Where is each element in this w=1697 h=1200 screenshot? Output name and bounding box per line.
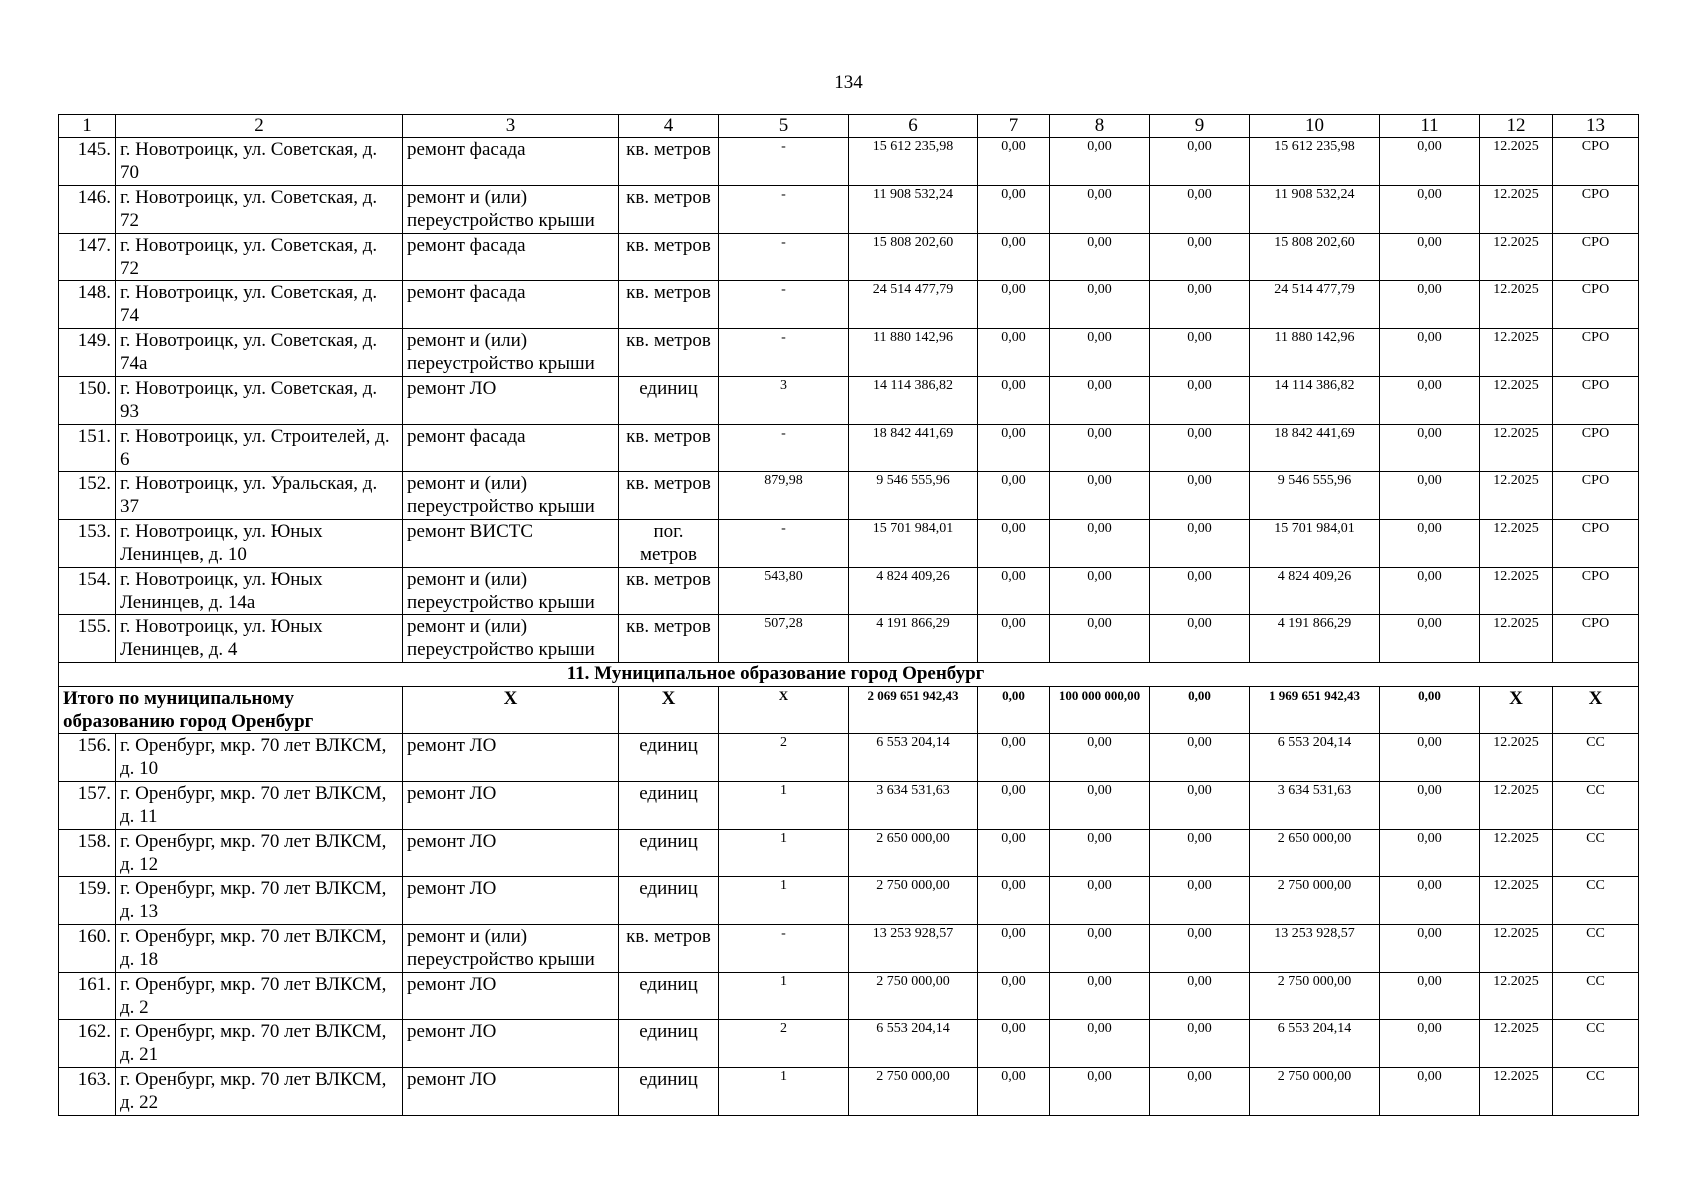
unit-cell: кв. метров: [619, 472, 719, 520]
column-number: 7: [978, 115, 1050, 138]
method-cell: СРО: [1553, 519, 1639, 567]
other-funds-cell: 0,00: [1380, 567, 1480, 615]
address-cell: г. Новотроицк, ул. Советская, д. 93: [116, 376, 403, 424]
local-budget-cell: 0,00: [1150, 925, 1250, 973]
regional-budget-cell: 0,00: [1050, 1068, 1150, 1116]
unit-cell: кв. метров: [619, 567, 719, 615]
method-cell: СС: [1553, 1068, 1639, 1116]
owners-funds-cell: 15 701 984,01: [1250, 519, 1380, 567]
total-cost-cell: 18 842 441,69: [849, 424, 978, 472]
row-number-cell: 149.: [59, 329, 116, 377]
other-funds-cell: 0,00: [1380, 877, 1480, 925]
row-number-cell: 156.: [59, 734, 116, 782]
other-funds-cell: 0,00: [1380, 615, 1480, 663]
fund-cell: 0,00: [978, 233, 1050, 281]
row-number-cell: 154.: [59, 567, 116, 615]
regional-budget-cell: 0,00: [1050, 829, 1150, 877]
local-budget-cell: 0,00: [1150, 376, 1250, 424]
deadline-cell: 12.2025: [1480, 186, 1553, 234]
work-type-cell: ремонт ЛО: [403, 781, 619, 829]
regional-budget-cell: 0,00: [1050, 567, 1150, 615]
capital-repair-table: [58, 114, 1639, 1116]
deadline-cell: 12.2025: [1480, 472, 1553, 520]
total-cost-cell: 4 824 409,26: [849, 567, 978, 615]
regional-budget-cell: 0,00: [1050, 734, 1150, 782]
method-cell: СС: [1553, 734, 1639, 782]
work-type-cell: ремонт ЛО: [403, 877, 619, 925]
local-budget-cell: 0,00: [1150, 329, 1250, 377]
unit-cell: кв. метров: [619, 424, 719, 472]
other-funds-cell: 0,00: [1380, 1068, 1480, 1116]
unit-cell: кв. метров: [619, 186, 719, 234]
method-cell: СРО: [1553, 186, 1639, 234]
table-row: [59, 734, 1639, 782]
column-number: 13: [1553, 115, 1639, 138]
section-title: 11. Муниципальное образование город Оренбург: [59, 663, 1639, 686]
address-cell: г. Новотроицк, ул. Советская, д. 72: [116, 186, 403, 234]
local-budget-cell: 0,00: [1150, 281, 1250, 329]
column-number: 5: [719, 115, 849, 138]
deadline-cell: 12.2025: [1480, 567, 1553, 615]
local-budget-cell: 0,00: [1150, 829, 1250, 877]
fund-cell: 0,00: [978, 1068, 1050, 1116]
column-number: 4: [619, 115, 719, 138]
total-cell: 0,00: [1380, 686, 1480, 734]
other-funds-cell: 0,00: [1380, 329, 1480, 377]
quantity-cell: -: [719, 281, 849, 329]
regional-budget-cell: 0,00: [1050, 781, 1150, 829]
deadline-cell: 12.2025: [1480, 972, 1553, 1020]
owners-funds-cell: 9 546 555,96: [1250, 472, 1380, 520]
row-number-cell: 152.: [59, 472, 116, 520]
total-cost-cell: 4 191 866,29: [849, 615, 978, 663]
other-funds-cell: 0,00: [1380, 424, 1480, 472]
deadline-cell: 12.2025: [1480, 424, 1553, 472]
row-number-cell: 147.: [59, 233, 116, 281]
unit-cell: кв. метров: [619, 329, 719, 377]
address-cell: г. Оренбург, мкр. 70 лет ВЛКСМ, д. 12: [116, 829, 403, 877]
row-number-cell: 162.: [59, 1020, 116, 1068]
address-cell: г. Новотроицк, ул. Юных Ленинцев, д. 10: [116, 519, 403, 567]
address-cell: г. Новотроицк, ул. Советская, д. 74а: [116, 329, 403, 377]
quantity-cell: 3: [719, 376, 849, 424]
row-number-cell: 155.: [59, 615, 116, 663]
fund-cell: 0,00: [978, 877, 1050, 925]
unit-cell: кв. метров: [619, 138, 719, 186]
work-type-cell: ремонт и (или) переустройство крыши: [403, 567, 619, 615]
total-cost-cell: 15 612 235,98: [849, 138, 978, 186]
method-cell: СРО: [1553, 138, 1639, 186]
unit-cell: единиц: [619, 734, 719, 782]
regional-budget-cell: 0,00: [1050, 972, 1150, 1020]
other-funds-cell: 0,00: [1380, 734, 1480, 782]
page-number: 134: [834, 72, 863, 93]
row-number-cell: 161.: [59, 972, 116, 1020]
address-cell: г. Новотроицк, ул. Советская, д. 74: [116, 281, 403, 329]
local-budget-cell: 0,00: [1150, 1020, 1250, 1068]
table-row: [59, 829, 1639, 877]
method-cell: СС: [1553, 972, 1639, 1020]
quantity-cell: 1: [719, 829, 849, 877]
deadline-cell: 12.2025: [1480, 138, 1553, 186]
address-cell: г. Оренбург, мкр. 70 лет ВЛКСМ, д. 11: [116, 781, 403, 829]
regional-budget-cell: 0,00: [1050, 329, 1150, 377]
total-cost-cell: 2 750 000,00: [849, 877, 978, 925]
row-number-cell: 163.: [59, 1068, 116, 1116]
quantity-cell: 1: [719, 1068, 849, 1116]
column-number: 3: [403, 115, 619, 138]
table-row: [59, 472, 1639, 520]
column-number-header-row: [59, 115, 1639, 138]
local-budget-cell: 0,00: [1150, 233, 1250, 281]
quantity-cell: 2: [719, 1020, 849, 1068]
address-cell: г. Новотроицк, ул. Юных Ленинцев, д. 4: [116, 615, 403, 663]
total-cell: 1 969 651 942,43: [1250, 686, 1380, 734]
column-number: 2: [116, 115, 403, 138]
other-funds-cell: 0,00: [1380, 829, 1480, 877]
work-type-cell: ремонт ЛО: [403, 1020, 619, 1068]
table-row: [59, 781, 1639, 829]
owners-funds-cell: 6 553 204,14: [1250, 1020, 1380, 1068]
total-label: Итого по муниципальному образованию город Оренбург: [59, 686, 403, 734]
fund-cell: 0,00: [978, 972, 1050, 1020]
fund-cell: 0,00: [978, 781, 1050, 829]
novotroitsk-rows: [59, 138, 1639, 663]
other-funds-cell: 0,00: [1380, 519, 1480, 567]
other-funds-cell: 0,00: [1380, 925, 1480, 973]
deadline-cell: 12.2025: [1480, 781, 1553, 829]
work-type-cell: ремонт фасада: [403, 138, 619, 186]
deadline-cell: 12.2025: [1480, 734, 1553, 782]
deadline-cell: 12.2025: [1480, 233, 1553, 281]
fund-cell: 0,00: [978, 734, 1050, 782]
table-row: [59, 615, 1639, 663]
row-number-cell: 159.: [59, 877, 116, 925]
regional-budget-cell: 0,00: [1050, 615, 1150, 663]
fund-cell: 0,00: [978, 519, 1050, 567]
local-budget-cell: 0,00: [1150, 972, 1250, 1020]
owners-funds-cell: 6 553 204,14: [1250, 734, 1380, 782]
table-row: [59, 233, 1639, 281]
deadline-cell: 12.2025: [1480, 1068, 1553, 1116]
total-cost-cell: 6 553 204,14: [849, 1020, 978, 1068]
address-cell: г. Оренбург, мкр. 70 лет ВЛКСМ, д. 21: [116, 1020, 403, 1068]
table-row: [59, 138, 1639, 186]
total-cost-cell: 2 750 000,00: [849, 1068, 978, 1116]
work-type-cell: ремонт ЛО: [403, 1068, 619, 1116]
table-row: [59, 972, 1639, 1020]
deadline-cell: 12.2025: [1480, 615, 1553, 663]
other-funds-cell: 0,00: [1380, 972, 1480, 1020]
deadline-cell: 12.2025: [1480, 877, 1553, 925]
owners-funds-cell: 11 908 532,24: [1250, 186, 1380, 234]
quantity-cell: 879,98: [719, 472, 849, 520]
method-cell: СРО: [1553, 281, 1639, 329]
table-row: [59, 1020, 1639, 1068]
deadline-cell: 12.2025: [1480, 281, 1553, 329]
total-cost-cell: 3 634 531,63: [849, 781, 978, 829]
fund-cell: 0,00: [978, 424, 1050, 472]
work-type-cell: ремонт и (или) переустройство крыши: [403, 329, 619, 377]
work-type-cell: ремонт ЛО: [403, 972, 619, 1020]
total-cost-cell: 15 808 202,60: [849, 233, 978, 281]
local-budget-cell: 0,00: [1150, 781, 1250, 829]
other-funds-cell: 0,00: [1380, 138, 1480, 186]
deadline-cell: 12.2025: [1480, 329, 1553, 377]
total-cell: X: [1480, 686, 1553, 734]
method-cell: СРО: [1553, 424, 1639, 472]
table-row: [59, 186, 1639, 234]
owners-funds-cell: 4 824 409,26: [1250, 567, 1380, 615]
method-cell: СС: [1553, 781, 1639, 829]
other-funds-cell: 0,00: [1380, 281, 1480, 329]
address-cell: г. Оренбург, мкр. 70 лет ВЛКСМ, д. 13: [116, 877, 403, 925]
quantity-cell: 1: [719, 781, 849, 829]
row-number-cell: 158.: [59, 829, 116, 877]
table-row: [59, 424, 1639, 472]
total-cost-cell: 24 514 477,79: [849, 281, 978, 329]
method-cell: СРО: [1553, 472, 1639, 520]
method-cell: СРО: [1553, 376, 1639, 424]
row-number-cell: 145.: [59, 138, 116, 186]
row-number-cell: 151.: [59, 424, 116, 472]
total-cost-cell: 2 750 000,00: [849, 972, 978, 1020]
address-cell: г. Оренбург, мкр. 70 лет ВЛКСМ, д. 18: [116, 925, 403, 973]
address-cell: г. Оренбург, мкр. 70 лет ВЛКСМ, д. 10: [116, 734, 403, 782]
local-budget-cell: 0,00: [1150, 567, 1250, 615]
work-type-cell: ремонт ЛО: [403, 376, 619, 424]
column-number: 9: [1150, 115, 1250, 138]
address-cell: г. Оренбург, мкр. 70 лет ВЛКСМ, д. 22: [116, 1068, 403, 1116]
quantity-cell: 543,80: [719, 567, 849, 615]
table-row: [59, 567, 1639, 615]
unit-cell: единиц: [619, 829, 719, 877]
regional-budget-cell: 0,00: [1050, 376, 1150, 424]
column-number: 1: [59, 115, 116, 138]
table-row: [59, 329, 1639, 377]
unit-cell: пог. метров: [619, 519, 719, 567]
owners-funds-cell: 13 253 928,57: [1250, 925, 1380, 973]
local-budget-cell: 0,00: [1150, 877, 1250, 925]
total-cost-cell: 11 880 142,96: [849, 329, 978, 377]
total-cell: X: [1553, 686, 1639, 734]
column-number: 6: [849, 115, 978, 138]
owners-funds-cell: 2 650 000,00: [1250, 829, 1380, 877]
regional-budget-cell: 0,00: [1050, 519, 1150, 567]
address-cell: г. Новотроицк, ул. Советская, д. 70: [116, 138, 403, 186]
local-budget-cell: 0,00: [1150, 186, 1250, 234]
row-number-cell: 150.: [59, 376, 116, 424]
other-funds-cell: 0,00: [1380, 1020, 1480, 1068]
regional-budget-cell: 0,00: [1050, 925, 1150, 973]
work-type-cell: ремонт ВИСТС: [403, 519, 619, 567]
method-cell: СРО: [1553, 233, 1639, 281]
orenburg-rows: [59, 734, 1639, 1116]
row-number-cell: 157.: [59, 781, 116, 829]
unit-cell: кв. метров: [619, 615, 719, 663]
table-row: [59, 519, 1639, 567]
method-cell: СС: [1553, 829, 1639, 877]
work-type-cell: ремонт ЛО: [403, 829, 619, 877]
table-row: [59, 376, 1639, 424]
regional-budget-cell: 0,00: [1050, 186, 1150, 234]
section-header-row: [59, 663, 1639, 686]
owners-funds-cell: 15 612 235,98: [1250, 138, 1380, 186]
owners-funds-cell: 3 634 531,63: [1250, 781, 1380, 829]
address-cell: г. Новотроицк, ул. Уральская, д. 37: [116, 472, 403, 520]
work-type-cell: ремонт фасада: [403, 424, 619, 472]
column-number: 11: [1380, 115, 1480, 138]
fund-cell: 0,00: [978, 281, 1050, 329]
unit-cell: кв. метров: [619, 281, 719, 329]
row-number-cell: 160.: [59, 925, 116, 973]
fund-cell: 0,00: [978, 376, 1050, 424]
address-cell: г. Оренбург, мкр. 70 лет ВЛКСМ, д. 2: [116, 972, 403, 1020]
fund-cell: 0,00: [978, 138, 1050, 186]
total-cell: X: [619, 686, 719, 734]
total-cell: 0,00: [978, 686, 1050, 734]
table-row: [59, 1068, 1639, 1116]
regional-budget-cell: 0,00: [1050, 281, 1150, 329]
unit-cell: кв. метров: [619, 925, 719, 973]
regional-budget-cell: 0,00: [1050, 138, 1150, 186]
table-row: [59, 281, 1639, 329]
other-funds-cell: 0,00: [1380, 233, 1480, 281]
total-cost-cell: 15 701 984,01: [849, 519, 978, 567]
work-type-cell: ремонт и (или) переустройство крыши: [403, 925, 619, 973]
method-cell: СРО: [1553, 329, 1639, 377]
row-number-cell: 146.: [59, 186, 116, 234]
column-number: 12: [1480, 115, 1553, 138]
total-cell: X: [719, 686, 849, 734]
deadline-cell: 12.2025: [1480, 829, 1553, 877]
owners-funds-cell: 18 842 441,69: [1250, 424, 1380, 472]
unit-cell: единиц: [619, 781, 719, 829]
deadline-cell: 12.2025: [1480, 519, 1553, 567]
deadline-cell: 12.2025: [1480, 925, 1553, 973]
work-type-cell: ремонт и (или) переустройство крыши: [403, 472, 619, 520]
work-type-cell: ремонт и (или) переустройство крыши: [403, 615, 619, 663]
quantity-cell: 2: [719, 734, 849, 782]
total-cost-cell: 11 908 532,24: [849, 186, 978, 234]
other-funds-cell: 0,00: [1380, 186, 1480, 234]
row-number-cell: 153.: [59, 519, 116, 567]
fund-cell: 0,00: [978, 829, 1050, 877]
regional-budget-cell: 0,00: [1050, 233, 1150, 281]
fund-cell: 0,00: [978, 925, 1050, 973]
unit-cell: единиц: [619, 1068, 719, 1116]
owners-funds-cell: 4 191 866,29: [1250, 615, 1380, 663]
quantity-cell: -: [719, 186, 849, 234]
quantity-cell: -: [719, 519, 849, 567]
regional-budget-cell: 0,00: [1050, 1020, 1150, 1068]
quantity-cell: -: [719, 424, 849, 472]
total-cell: 100 000 000,00: [1050, 686, 1150, 734]
owners-funds-cell: 15 808 202,60: [1250, 233, 1380, 281]
method-cell: СРО: [1553, 615, 1639, 663]
table-row: [59, 877, 1639, 925]
total-cost-cell: 2 650 000,00: [849, 829, 978, 877]
unit-cell: единиц: [619, 376, 719, 424]
local-budget-cell: 0,00: [1150, 138, 1250, 186]
quantity-cell: 1: [719, 972, 849, 1020]
work-type-cell: ремонт фасада: [403, 281, 619, 329]
unit-cell: единиц: [619, 972, 719, 1020]
regional-budget-cell: 0,00: [1050, 424, 1150, 472]
owners-funds-cell: 11 880 142,96: [1250, 329, 1380, 377]
owners-funds-cell: 2 750 000,00: [1250, 972, 1380, 1020]
work-type-cell: ремонт ЛО: [403, 734, 619, 782]
deadline-cell: 12.2025: [1480, 376, 1553, 424]
quantity-cell: -: [719, 233, 849, 281]
quantity-cell: 1: [719, 877, 849, 925]
address-cell: г. Новотроицк, ул. Советская, д. 72: [116, 233, 403, 281]
work-type-cell: ремонт фасада: [403, 233, 619, 281]
regional-budget-cell: 0,00: [1050, 877, 1150, 925]
owners-funds-cell: 14 114 386,82: [1250, 376, 1380, 424]
method-cell: СРО: [1553, 567, 1639, 615]
fund-cell: 0,00: [978, 615, 1050, 663]
row-number-cell: 148.: [59, 281, 116, 329]
address-cell: г. Новотроицк, ул. Строителей, д. 6: [116, 424, 403, 472]
method-cell: СС: [1553, 1020, 1639, 1068]
owners-funds-cell: 2 750 000,00: [1250, 1068, 1380, 1116]
other-funds-cell: 0,00: [1380, 472, 1480, 520]
total-cell: 0,00: [1150, 686, 1250, 734]
local-budget-cell: 0,00: [1150, 734, 1250, 782]
local-budget-cell: 0,00: [1150, 519, 1250, 567]
quantity-cell: 507,28: [719, 615, 849, 663]
quantity-cell: -: [719, 329, 849, 377]
total-cost-cell: 14 114 386,82: [849, 376, 978, 424]
local-budget-cell: 0,00: [1150, 472, 1250, 520]
owners-funds-cell: 24 514 477,79: [1250, 281, 1380, 329]
total-cell: 2 069 651 942,43: [849, 686, 978, 734]
total-cost-cell: 13 253 928,57: [849, 925, 978, 973]
owners-funds-cell: 2 750 000,00: [1250, 877, 1380, 925]
fund-cell: 0,00: [978, 186, 1050, 234]
local-budget-cell: 0,00: [1150, 1068, 1250, 1116]
column-number: 10: [1250, 115, 1380, 138]
address-cell: г. Новотроицк, ул. Юных Ленинцев, д. 14а: [116, 567, 403, 615]
quantity-cell: -: [719, 138, 849, 186]
table-row: [59, 925, 1639, 973]
regional-budget-cell: 0,00: [1050, 472, 1150, 520]
unit-cell: единиц: [619, 1020, 719, 1068]
fund-cell: 0,00: [978, 329, 1050, 377]
quantity-cell: -: [719, 925, 849, 973]
method-cell: СС: [1553, 877, 1639, 925]
unit-cell: кв. метров: [619, 233, 719, 281]
unit-cell: единиц: [619, 877, 719, 925]
deadline-cell: 12.2025: [1480, 1020, 1553, 1068]
total-cost-cell: 9 546 555,96: [849, 472, 978, 520]
local-budget-cell: 0,00: [1150, 615, 1250, 663]
total-row: [59, 686, 1639, 734]
method-cell: СС: [1553, 925, 1639, 973]
column-number: 8: [1050, 115, 1150, 138]
other-funds-cell: 0,00: [1380, 781, 1480, 829]
total-cell: X: [403, 686, 619, 734]
other-funds-cell: 0,00: [1380, 376, 1480, 424]
local-budget-cell: 0,00: [1150, 424, 1250, 472]
total-cost-cell: 6 553 204,14: [849, 734, 978, 782]
fund-cell: 0,00: [978, 472, 1050, 520]
fund-cell: 0,00: [978, 567, 1050, 615]
fund-cell: 0,00: [978, 1020, 1050, 1068]
work-type-cell: ремонт и (или) переустройство крыши: [403, 186, 619, 234]
